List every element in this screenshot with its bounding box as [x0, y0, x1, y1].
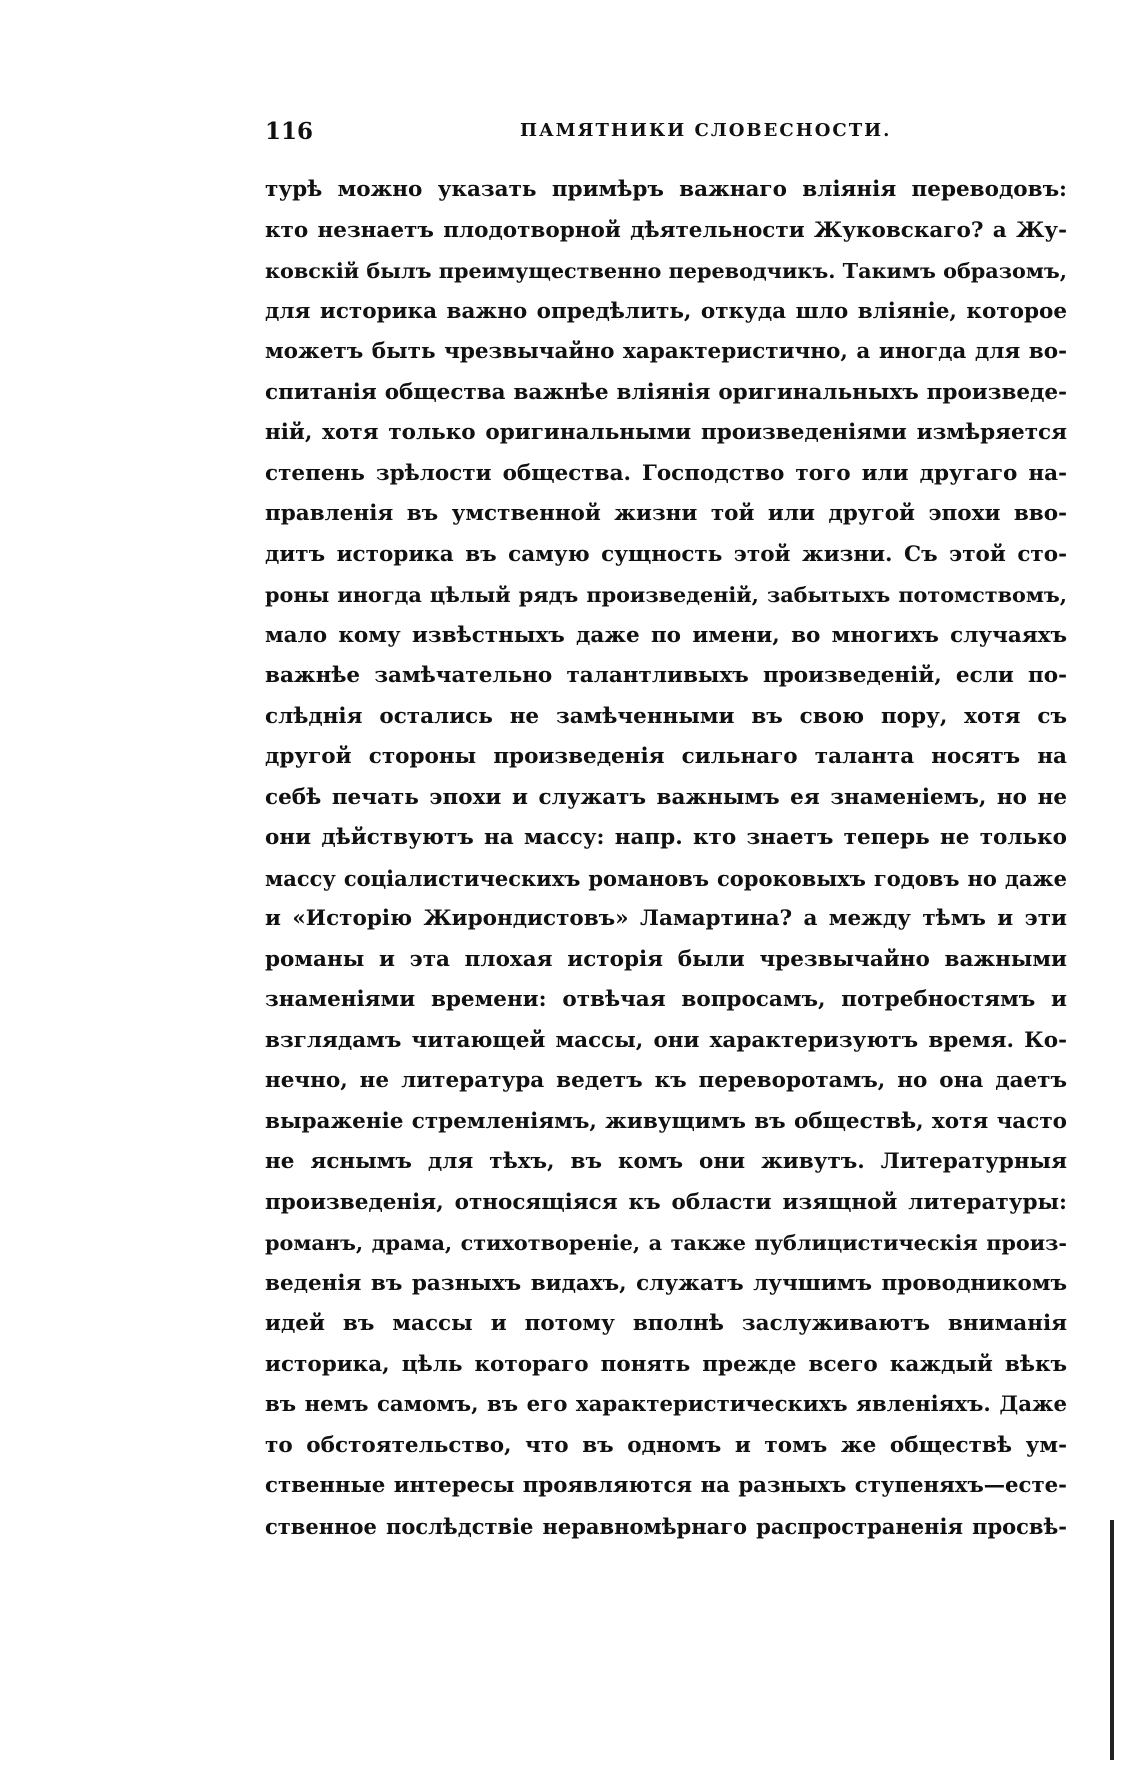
page-header [265, 118, 1067, 154]
text-line: мало кому извѣстныхъ даже по имени, во многихъ случаяхъ [265, 622, 1067, 648]
text-line: романъ, драма, стихотвореніе, а также публицистическія произ- [265, 1231, 1067, 1255]
text-line: веденія въ разныхъ видахъ, служатъ лучшимъ проводникомъ [265, 1270, 1067, 1296]
text-line: то обстоятельство, что въ одномъ и томъ же обществѣ ум- [265, 1432, 1067, 1458]
text-line: массу соціалистическихъ романовъ сороковыхъ годовъ но даже [265, 865, 1067, 891]
text-line: правленія въ умственной жизни той или другой эпохи вво- [265, 501, 1067, 526]
text-line: романы и эта плохая исторія были чрезвычайно важными [265, 946, 1067, 972]
text-line: спитанія общества важнѣе вліянія оригинальныхъ произведе- [265, 379, 1067, 405]
text-line: ній, хотя только оригинальными произведеніями измѣряется [265, 420, 1067, 445]
text-line: они дѣйствуютъ на массу: напр. кто знаетъ теперь не только [265, 825, 1067, 850]
text-line: идей въ массы и потому вполнѣ заслуживаютъ вниманія [265, 1311, 1067, 1336]
text-line: кто незнаетъ плодотворной дѣятельности Жуковскаго? а Жу- [265, 217, 1067, 243]
text-line: взглядамъ читающей массы, они характеризуютъ время. Ко- [265, 1027, 1067, 1053]
text-line: и «Исторію Жирондистовъ» Ламартина? а между тѣмъ и эти [265, 906, 1067, 931]
text-line: знаменіями времени: отвѣчая вопросамъ, потребностямъ и [265, 987, 1067, 1012]
text-line: не яснымъ для тѣхъ, въ комъ они живутъ. Литературныя [265, 1149, 1067, 1174]
text-line: ственное послѣдствіе неравномѣрнаго распространенія просвѣ- [265, 1513, 1067, 1539]
text-line: можетъ быть чрезвычайно характеристично, а иногда для во- [265, 339, 1067, 364]
text-line: слѣднія остались не замѣченными въ свою пору, хотя съ [265, 703, 1067, 729]
text-line: турѣ можно указать примѣръ важнаго вліянія переводовъ: [265, 177, 1067, 202]
text-line: роны иногда цѣлый рядъ произведеній, забытыхъ потомствомъ, [265, 583, 1067, 607]
text-line: для историка важно опредѣлить, откуда шло вліяніе, которое [265, 298, 1067, 324]
text-line: важнѣе замѣчательно талантливыхъ произведеній, если по- [265, 663, 1067, 688]
text-line: нечно, не литература ведетъ къ переворотамъ, но она даетъ [265, 1068, 1067, 1093]
body-text [265, 170, 1067, 1547]
text-line: ковскій былъ преимущественно переводчикъ. Такимъ образомъ, [265, 259, 1067, 283]
text-line: другой стороны произведенія сильнаго таланта носятъ на [265, 744, 1067, 769]
text-line: ственные интересы проявляются на разныхъ ступеняхъ—есте- [265, 1473, 1067, 1498]
running-head: ПАМЯТНИКИ СЛОВЕСНОСТИ. [520, 120, 892, 141]
text-line: себѣ печать эпохи и служатъ важнымъ ея знаменіемъ, но не [265, 784, 1067, 810]
text-line: произведенія, относящіяся къ области изящной литературы: [265, 1189, 1067, 1215]
text-line: дитъ историка въ самую сущность этой жизни. Съ этой сто- [265, 541, 1067, 567]
text-line: выраженіе стремленіямъ, живущимъ въ обществѣ, хотя часто [265, 1108, 1067, 1134]
text-line: степень зрѣлости общества. Господство того или другаго на- [265, 460, 1067, 486]
page-number: 116 [265, 118, 314, 145]
text-line: въ немъ самомъ, въ его характеристическихъ явленіяхъ. Даже [265, 1392, 1067, 1417]
text-line: историка, цѣль котораго понять прежде всего каждый вѣкъ [265, 1351, 1067, 1377]
scan-edge-mark [1110, 1520, 1114, 1760]
